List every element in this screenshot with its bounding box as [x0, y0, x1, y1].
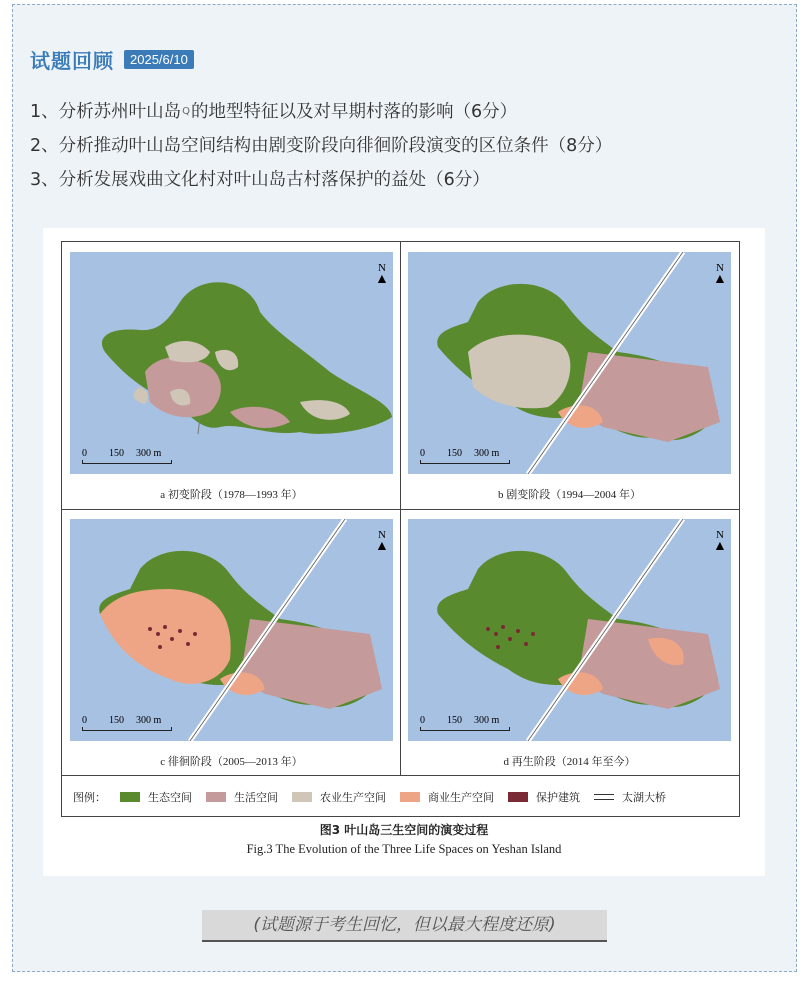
- legend-item-bridge: 太湖大桥: [594, 789, 666, 805]
- caption-a: a 初变阶段（1978—1993 年）: [160, 489, 303, 501]
- north-arrow: N ▲: [713, 529, 727, 554]
- caption-c: c 徘徊阶段（2005—2013 年）: [160, 756, 303, 768]
- caption-b: b 剧变阶段（1994—2004 年）: [498, 489, 641, 501]
- north-arrow: N ▲: [713, 262, 727, 287]
- figure-title-en: Fig.3 The Evolution of the Three Life Spaces on Yeshan Island: [246, 842, 562, 856]
- source-note: (试题源于考生回忆，但以最大程度还原): [202, 910, 607, 942]
- panel-c: [70, 519, 393, 774]
- map-legend: [61, 775, 740, 817]
- north-arrow: N ▲: [375, 529, 389, 554]
- north-arrow: N ▲: [375, 262, 389, 287]
- legend-item-life: 生活空间: [206, 789, 278, 805]
- legend-label: 图例：: [73, 791, 106, 804]
- panel-divider-horizontal: [62, 509, 739, 510]
- map-figure: [43, 228, 765, 876]
- scale-bar: 0 150 300 m: [82, 448, 172, 464]
- legend-item-commerce: 商业生产空间: [400, 789, 494, 805]
- header: [30, 44, 194, 74]
- search-icon[interactable]: Q: [182, 106, 191, 117]
- question-1: 1、分析苏州叶山岛$^Q$的地型特征以及对早期村落的影响（6分）: [30, 102, 518, 122]
- panel-a: [70, 252, 393, 507]
- panel-b: [408, 252, 731, 507]
- caption-d: d 再生阶段（2014 年至今）: [503, 756, 636, 768]
- panel-c-map: [70, 519, 393, 741]
- scale-bar: 0 150 300 m: [82, 715, 172, 731]
- legend-item-agri: 农业生产空间: [292, 789, 386, 805]
- question-2: 2、分析推动叶山岛空间结构由剧变阶段向徘徊阶段演变的区位条件（8分）: [30, 136, 613, 156]
- panel-d: [408, 519, 731, 774]
- scale-bar: 0 150 300 m: [420, 448, 510, 464]
- legend-item-eco: 生态空间: [120, 789, 192, 805]
- panel-d-map: [408, 519, 731, 741]
- panel-a-map: [70, 252, 393, 474]
- figure-frame: [61, 241, 740, 817]
- scale-bar: 0 150 300 m: [420, 715, 510, 731]
- date-badge: 2025/6/10: [124, 50, 194, 69]
- question-3: 3、分析发展戏曲文化村对叶山岛古村落保护的益处（6分）: [30, 170, 490, 190]
- figure-title-cn: 图3 叶山岛三生空间的演变过程: [319, 823, 489, 837]
- panel-b-map: [408, 252, 731, 474]
- section-title: 试题回顾: [30, 48, 114, 73]
- question-list: [30, 98, 770, 200]
- legend-item-protect: 保护建筑: [508, 789, 580, 805]
